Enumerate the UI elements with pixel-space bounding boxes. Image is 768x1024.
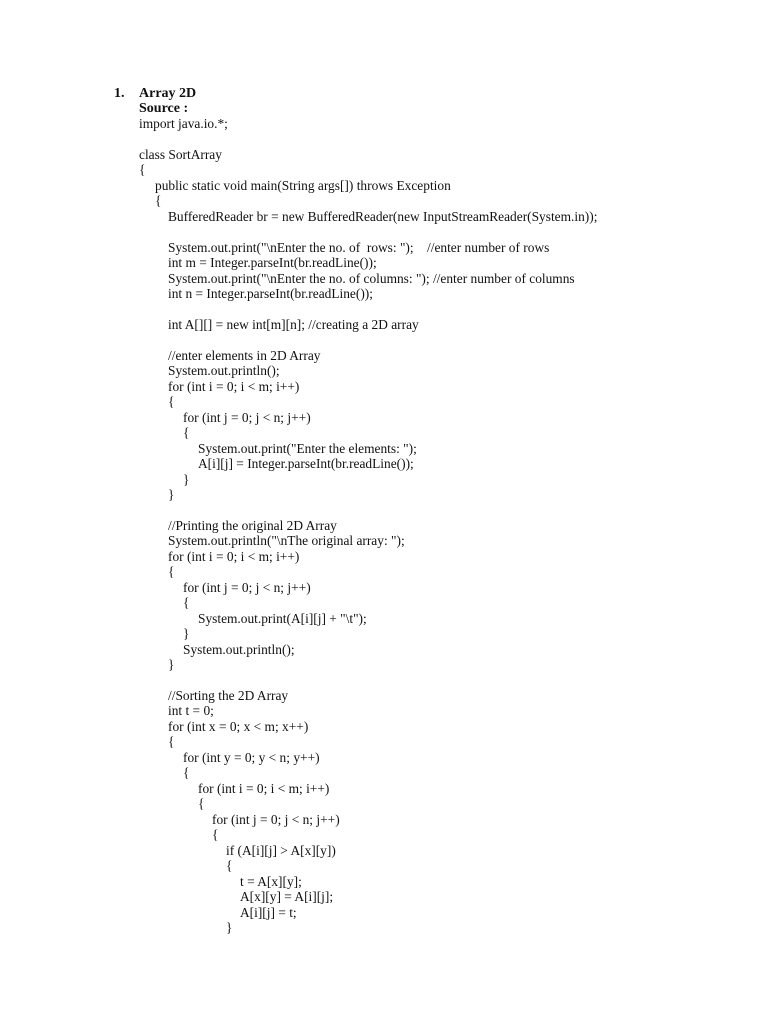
- code-line: {: [183, 765, 190, 780]
- code-line: for (int y = 0; y < n; y++): [183, 749, 320, 765]
- code-line: A[i][j] = t;: [240, 904, 297, 920]
- code-line: }: [168, 487, 175, 502]
- code-line: {: [226, 858, 233, 873]
- code-line: int A[][] = new int[m][n]; //creating a 2D array: [168, 317, 419, 332]
- code-line: for (int j = 0; j < n; j++): [212, 811, 340, 827]
- code-line: System.out.print("Enter the elements: ");: [198, 440, 417, 456]
- code-line: int m = Integer.parseInt(br.readLine());: [168, 255, 377, 270]
- code-line: {: [168, 564, 175, 579]
- code-line: {: [139, 162, 146, 177]
- code-line: {: [168, 394, 175, 409]
- code-line: System.out.print("\nEnter the no. of columns: "); //enter number of columns: [168, 270, 575, 286]
- code-line: for (int j = 0; j < n; j++): [183, 579, 311, 595]
- code-line: System.out.print(A[i][j] + "\t");: [198, 610, 367, 626]
- code-line: A[i][j] = Integer.parseInt(br.readLine());: [198, 456, 414, 471]
- code-line: //Printing the original 2D Array: [168, 517, 337, 533]
- code-line: import java.io.*;: [139, 116, 228, 131]
- code-line: }: [183, 471, 190, 487]
- code-line: for (int x = 0; x < m; x++): [168, 718, 309, 734]
- code-line: class SortArray: [139, 146, 222, 162]
- code-line: for (int i = 0; i < m; i++): [168, 548, 300, 564]
- section-title: Array 2D: [139, 86, 197, 101]
- code-line: t = A[x][y];: [240, 873, 302, 889]
- code-line: for (int i = 0; i < m; i++): [168, 378, 300, 394]
- code-line: }: [168, 657, 175, 672]
- code-line: public static void main(String args[]) throws Exception: [155, 177, 451, 193]
- code-line: }: [226, 920, 233, 935]
- code-line: //enter elements in 2D Array: [168, 347, 321, 363]
- code-line: {: [155, 193, 162, 208]
- code-line: if (A[i][j] > A[x][y]): [226, 842, 336, 858]
- code-line: int t = 0;: [168, 703, 214, 718]
- source-label: Source :: [139, 101, 189, 116]
- code-line: System.out.print("\nEnter the no. of rows: "); //enter number of rows: [168, 239, 550, 255]
- code-line: {: [183, 595, 190, 610]
- code-line: for (int j = 0; j < n; j++): [183, 409, 311, 425]
- code-line: BufferedReader br = new BufferedReader(new InputStreamReader(System.in));: [168, 208, 598, 224]
- code-line: {: [198, 796, 205, 811]
- code-line: System.out.println();: [168, 363, 280, 378]
- code-line: System.out.println();: [183, 641, 295, 657]
- section-number: 1.: [114, 86, 125, 101]
- code-line: }: [183, 626, 190, 641]
- code-line: for (int i = 0; i < m; i++): [198, 780, 330, 796]
- code-line: //Sorting the 2D Array: [168, 688, 289, 703]
- code-line: {: [183, 425, 190, 440]
- code-line: int n = Integer.parseInt(br.readLine());: [168, 286, 373, 301]
- code-line: {: [168, 734, 175, 749]
- code-line: A[x][y] = A[i][j];: [240, 889, 334, 904]
- code-line: {: [212, 827, 219, 842]
- code-line: System.out.println("\nThe original array: ");: [168, 533, 405, 548]
